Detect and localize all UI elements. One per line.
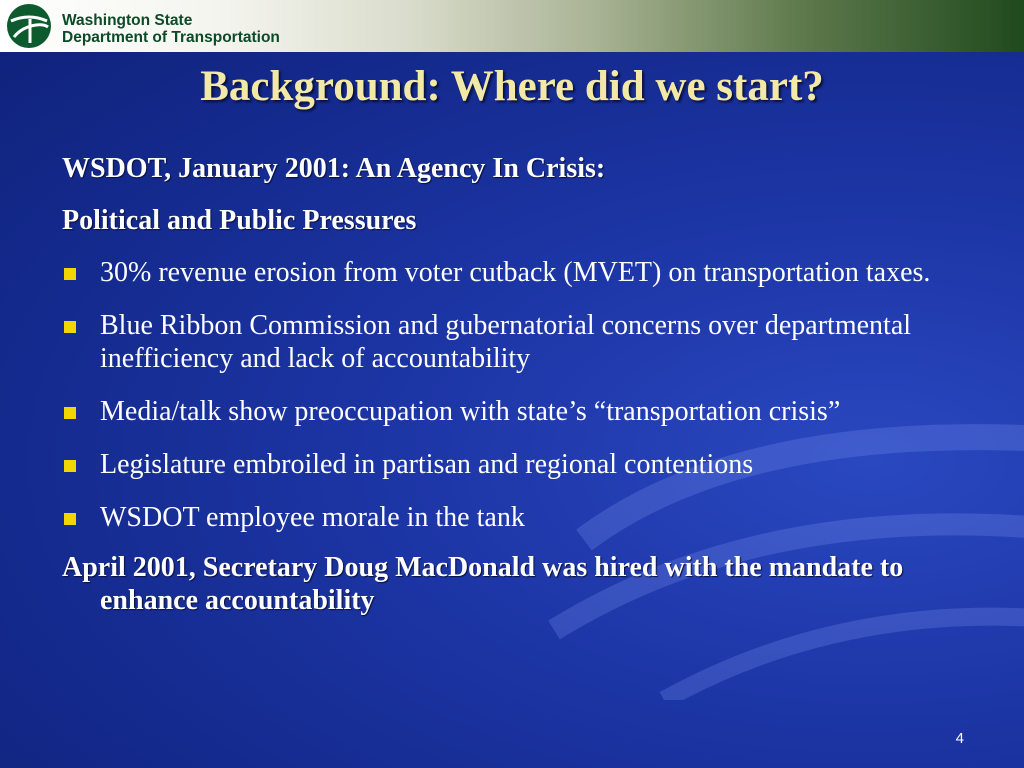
closing-statement: April 2001, Secretary Doug MacDonald was hired with the mandate to enhance accountability [62,552,904,616]
bullet-text: 30% revenue erosion from voter cutback (MVET) on transportation taxes. [100,257,931,288]
square-bullet-icon [64,460,76,472]
list-item [62,256,962,289]
bullet-text: WSDOT employee morale in the tank [100,502,525,533]
list-item [62,448,962,481]
bullet-text: Media/talk show preoccupation with state’s “transportation crisis” [100,396,841,427]
bullet-text: Legislature embroiled in partisan and regional contentions [100,449,754,480]
org-name-line1: Washington State [62,12,193,29]
bullet-list [62,256,962,534]
heading-pressures: Political and Public Pressures [62,205,417,236]
square-bullet-icon [64,513,76,525]
list-item [62,395,962,428]
list-item [62,309,962,375]
list-item [62,501,962,534]
wsdot-logo-icon [6,3,52,49]
bullet-text: Blue Ribbon Commission and gubernatorial concerns over departmental inefficiency and lack of accountability [100,310,912,374]
org-name-line2: Department of Transportation [62,29,280,46]
slide-body [62,152,962,617]
page-number: 4 [955,730,964,747]
slide-title: Background: Where did we start? [200,63,824,110]
header-band [0,0,1024,52]
org-name [62,12,280,46]
square-bullet-icon [64,268,76,280]
heading-agency-crisis: WSDOT, January 2001: An Agency In Crisis: [62,153,606,184]
square-bullet-icon [64,321,76,333]
square-bullet-icon [64,407,76,419]
